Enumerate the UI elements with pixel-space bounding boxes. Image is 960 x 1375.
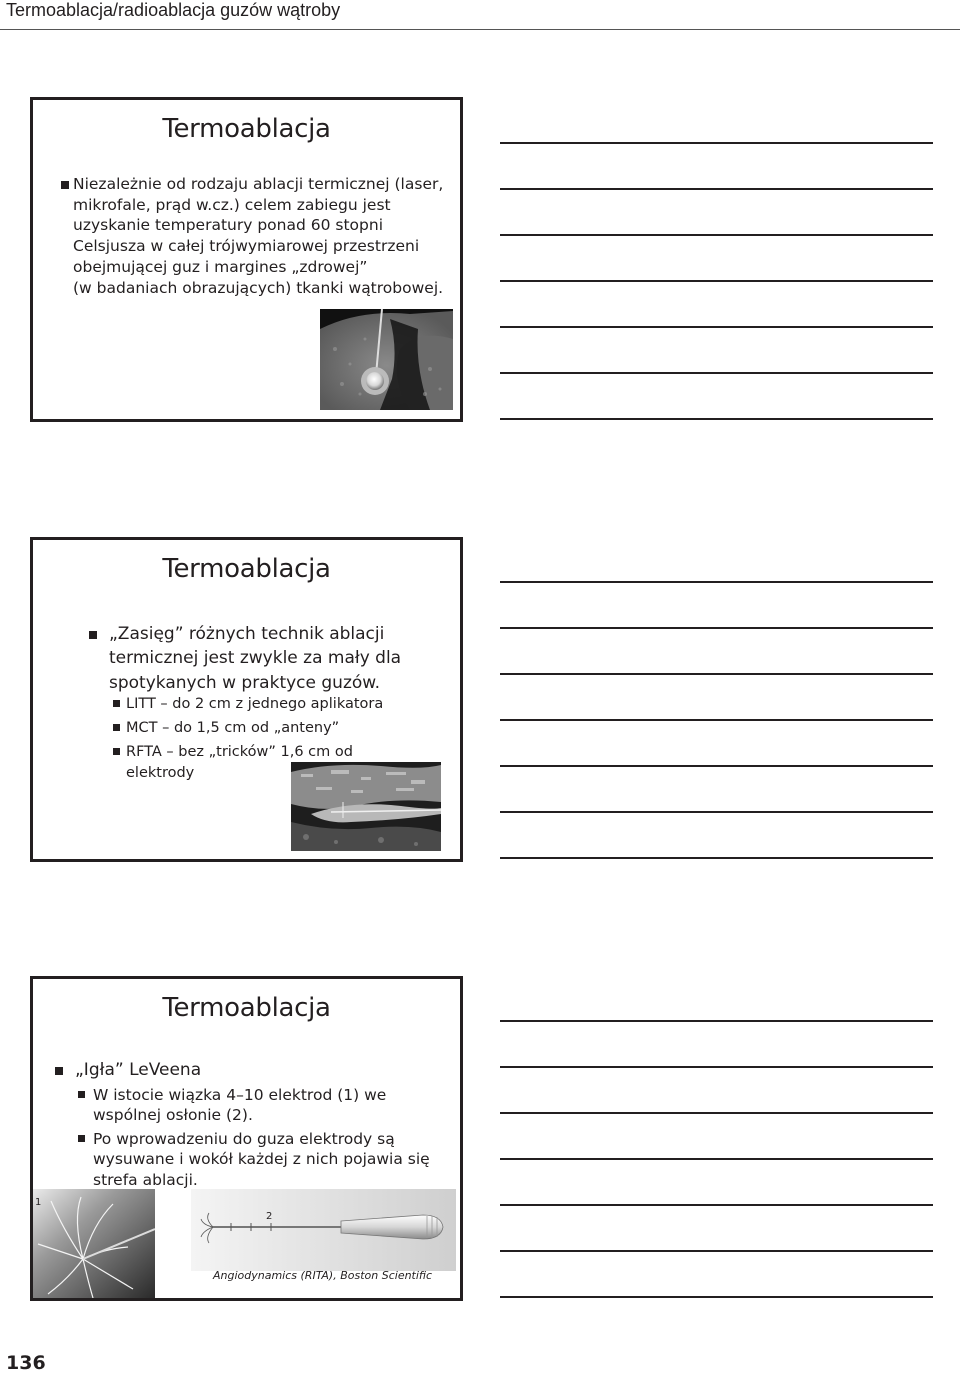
- notes-line: [500, 1020, 933, 1022]
- notes-line: [500, 1066, 933, 1068]
- bullet-line: W istocie wiązka 4–10 elektrod (1) we: [93, 1086, 387, 1104]
- bullet-line: strefa ablacji.: [93, 1170, 198, 1189]
- slide-title: Termoablacja: [162, 554, 331, 584]
- bullet-line: uzyskanie temperatury ponad 60 stopni: [73, 216, 383, 235]
- notes-line: [500, 765, 933, 767]
- bullet-line: mikrofale, prąd w.cz.) celem zabiegu jest: [73, 195, 391, 214]
- notes-line: [500, 234, 933, 236]
- bullet-square-icon: [113, 748, 120, 755]
- slide-3: [30, 976, 463, 1301]
- bullet-square-icon: [113, 724, 120, 731]
- bullet-line: spotykanych w praktyce guzów.: [109, 672, 381, 693]
- notes-line: [500, 372, 933, 374]
- notes-line: [500, 581, 933, 583]
- slide-title: Termoablacja: [162, 993, 331, 1023]
- notes-line: [500, 1112, 933, 1114]
- bullet-line: Niezależnie od rodzaju ablacji termicznej (laser,: [73, 175, 444, 193]
- label-2: 2: [266, 1211, 273, 1222]
- page-number: 136: [6, 1352, 46, 1374]
- notes-line: [500, 811, 933, 813]
- notes-line: [500, 857, 933, 859]
- notes-line: [500, 142, 933, 144]
- label-1: 1: [35, 1197, 42, 1208]
- notes-line: [500, 280, 933, 282]
- notes-line: [500, 673, 933, 675]
- image-caption: Angiodynamics (RITA), Boston Scientific: [213, 1269, 433, 1282]
- needle-device-photo-icon: [191, 1189, 456, 1271]
- notes-line: [500, 1204, 933, 1206]
- bullet-square-icon: [78, 1091, 85, 1098]
- bullet-line: termicznej jest zwykle za mały dla: [109, 648, 402, 669]
- ablation-zone-photo-icon: [291, 762, 441, 851]
- bullet-line: wspólnej osłonie (2).: [93, 1106, 253, 1125]
- bullet-line: RFTA – bez „tricków” 1,6 cm od: [126, 744, 353, 760]
- bullet-line: „Zasięg” różnych technik ablacji: [109, 624, 385, 644]
- bullet-line: obejmującej guz i margines „zdrowej”: [73, 257, 368, 276]
- bullet-square-icon: [61, 181, 69, 189]
- slide-1: [30, 97, 463, 422]
- bullet-line: MCT – do 1,5 cm od „anteny”: [126, 720, 340, 736]
- bullet-line: elektrody: [126, 764, 195, 781]
- bullet-line: wysuwane i wokół każdej z nich pojawia się: [93, 1150, 430, 1169]
- header-rule: [0, 29, 960, 30]
- notes-line: [500, 418, 933, 420]
- notes-line: [500, 627, 933, 629]
- bullet-square-icon: [113, 700, 120, 707]
- notes-line: [500, 1250, 933, 1252]
- notes-line: [500, 326, 933, 328]
- liver-ablation-photo-icon: [320, 309, 453, 410]
- bullet-square-icon: [55, 1067, 63, 1075]
- bullet-line: (w badaniach obrazujących) tkanki wątrobowej.: [73, 278, 444, 297]
- leveen-electrodes-photo-icon: [33, 1189, 155, 1298]
- slide-2: [30, 537, 463, 862]
- slide-title: Termoablacja: [162, 114, 331, 144]
- bullet-line: Celsjusza w całej trójwymiarowej przestrzeni: [73, 237, 420, 256]
- bullet-square-icon: [89, 631, 97, 639]
- bullet-square-icon: [78, 1135, 85, 1142]
- notes-line: [500, 719, 933, 721]
- bullet-line: Po wprowadzeniu do guza elektrody są: [93, 1130, 395, 1148]
- bullet-line: LITT – do 2 cm z jednego aplikatora: [126, 696, 384, 712]
- bullet-line: „Igła” LeVeena: [75, 1060, 202, 1080]
- page-header-title: Termoablacja/radioablacja guzów wątroby: [6, 0, 341, 20]
- notes-line: [500, 188, 933, 190]
- notes-line: [500, 1296, 933, 1298]
- notes-line: [500, 1158, 933, 1160]
